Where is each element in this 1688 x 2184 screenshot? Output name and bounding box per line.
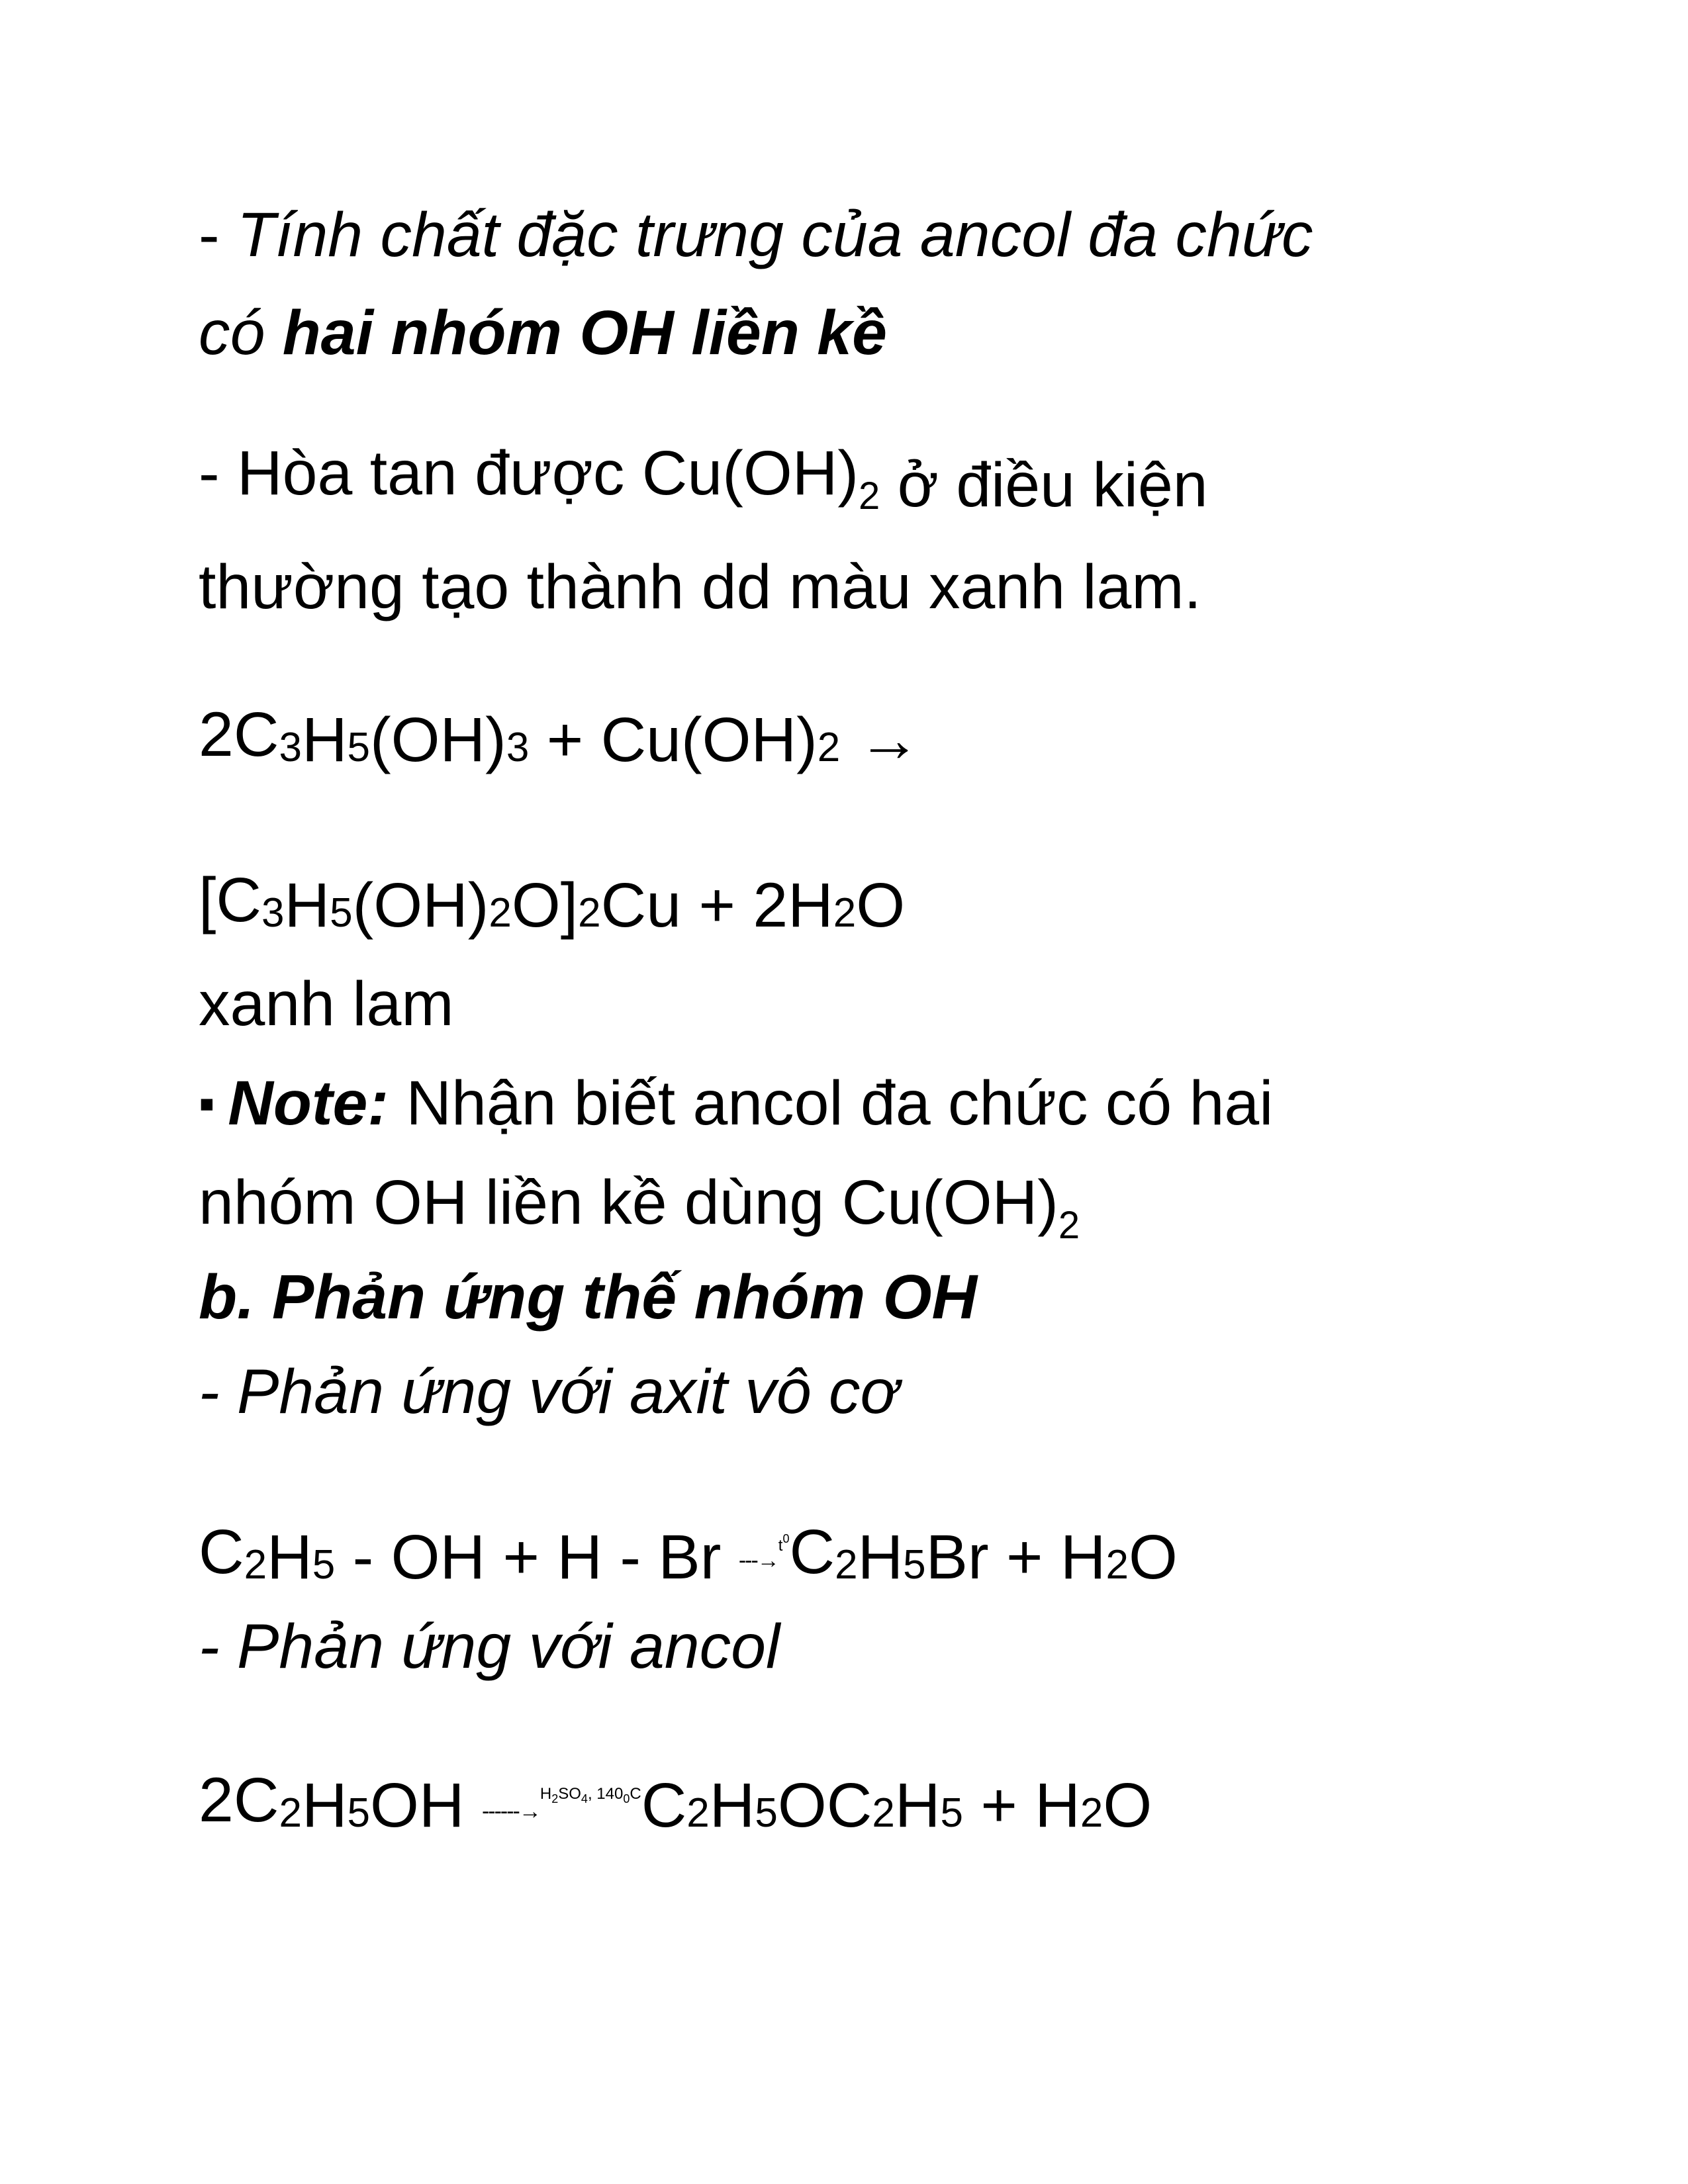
note-text: Nhận biết ancol đa chức có hai [389, 1068, 1274, 1138]
equation-3 [199, 1516, 1178, 1606]
subscript: 2 [686, 1790, 710, 1836]
eq-term: H [709, 1770, 755, 1841]
eq-term: [C [199, 865, 261, 935]
subscript: 3 [261, 890, 285, 936]
subscript: 5 [347, 725, 371, 770]
line-4 [199, 551, 1201, 623]
eq-term: C [641, 1770, 687, 1841]
line-4-text: thường tạo thành dd màu xanh lam. [199, 552, 1201, 622]
eq-term: H [894, 1770, 941, 1841]
eq-term: (OH) [370, 705, 506, 775]
line-3-post: ở điều kiện [880, 450, 1208, 520]
eq-term: H [267, 1522, 312, 1592]
eq-term: O [1103, 1770, 1152, 1841]
subscript: 2 [872, 1790, 895, 1836]
condition: , 140 [587, 1785, 624, 1803]
eq-term: 2C [199, 700, 279, 770]
subscript: 2 [833, 890, 857, 936]
subscript: 2 [578, 890, 601, 936]
subscript: 2 [244, 1542, 267, 1588]
equation-4 [199, 1764, 1152, 1854]
subscript: 5 [755, 1790, 778, 1836]
subscript: 3 [279, 725, 302, 770]
line-3 [199, 437, 1208, 518]
subscript: 3 [506, 725, 530, 770]
condition: 0 [782, 1532, 790, 1545]
line-2 [199, 296, 887, 369]
subscript: 5 [312, 1542, 336, 1588]
xanh-lam-text: xanh lam [199, 969, 454, 1039]
arrow-icon: ------→ [481, 1799, 540, 1824]
line-2-prefix: có [199, 298, 283, 368]
eq-term: C [789, 1517, 835, 1587]
condition: H [539, 1785, 552, 1803]
eq-term: H [857, 1522, 904, 1592]
condition: 4 [581, 1792, 588, 1805]
subscript: 2 [1105, 1542, 1129, 1588]
condition: 2 [551, 1792, 559, 1805]
condition: SO [558, 1785, 581, 1803]
arrow-icon: ---→ [738, 1548, 778, 1573]
eq-term: (OH) [352, 870, 489, 940]
eq-term: O] [511, 870, 579, 940]
subscript: 2 [1080, 1790, 1103, 1836]
eq-term: H [301, 1770, 348, 1841]
subscript: 2 [835, 1542, 858, 1588]
note-text: nhóm OH liền kề dùng Cu(OH) [199, 1167, 1058, 1238]
eq-term: Cu + 2H [600, 870, 833, 940]
eq-term: - OH + H - Br [335, 1522, 739, 1592]
line-3-text: - Hòa tan được Cu(OH) [199, 438, 859, 508]
subscript: 5 [940, 1790, 963, 1836]
subscript: 2 [489, 890, 512, 936]
dash: - [199, 200, 238, 270]
condition: t [778, 1537, 783, 1555]
eq-term: OH [370, 1770, 482, 1841]
line-2-bold: hai nhóm OH liền kề [282, 298, 887, 368]
equation-1 [199, 698, 921, 779]
condition: C [630, 1785, 641, 1803]
note-label: Note: [228, 1068, 389, 1138]
subscript: 2 [859, 475, 880, 518]
arrow-icon: → [840, 705, 921, 775]
note-line-2 [199, 1166, 1080, 1248]
eq-term: O [1129, 1522, 1178, 1592]
equation-2 [199, 864, 905, 944]
section-heading-text: Tính chất đặc trưng của ancol đa chức [237, 200, 1313, 270]
eq-term: H [301, 705, 348, 775]
eq-term: OC [777, 1770, 872, 1841]
note-line-1 [199, 1067, 1273, 1145]
section-b-heading [199, 1261, 977, 1334]
subsection-2 [199, 1610, 780, 1683]
condition: 0 [623, 1792, 630, 1805]
product-color-label [199, 968, 453, 1040]
eq-term: H [284, 870, 330, 940]
subsection-1 [199, 1355, 898, 1428]
subscript: 2 [279, 1790, 302, 1836]
eq-term: Br + H [925, 1522, 1106, 1592]
subsection-text: - Phản ứng với ancol [199, 1612, 780, 1682]
eq-term: + H [962, 1770, 1080, 1841]
subscript: 5 [903, 1542, 926, 1588]
eq-term: + Cu(OH) [529, 705, 818, 775]
subscript: 5 [330, 890, 353, 936]
eq-term: O [856, 870, 906, 940]
heading-text: b. Phản ứng thế nhóm OH [199, 1262, 978, 1332]
bullet-icon: ▪ [199, 1077, 228, 1129]
line-1 [199, 199, 1313, 271]
subscript: 2 [817, 725, 841, 770]
subsection-text: - Phản ứng với axit vô cơ [199, 1357, 898, 1427]
subscript: 5 [347, 1790, 371, 1836]
eq-term: 2C [199, 1765, 279, 1835]
subscript: 2 [1058, 1204, 1080, 1247]
eq-term: C [199, 1517, 244, 1587]
